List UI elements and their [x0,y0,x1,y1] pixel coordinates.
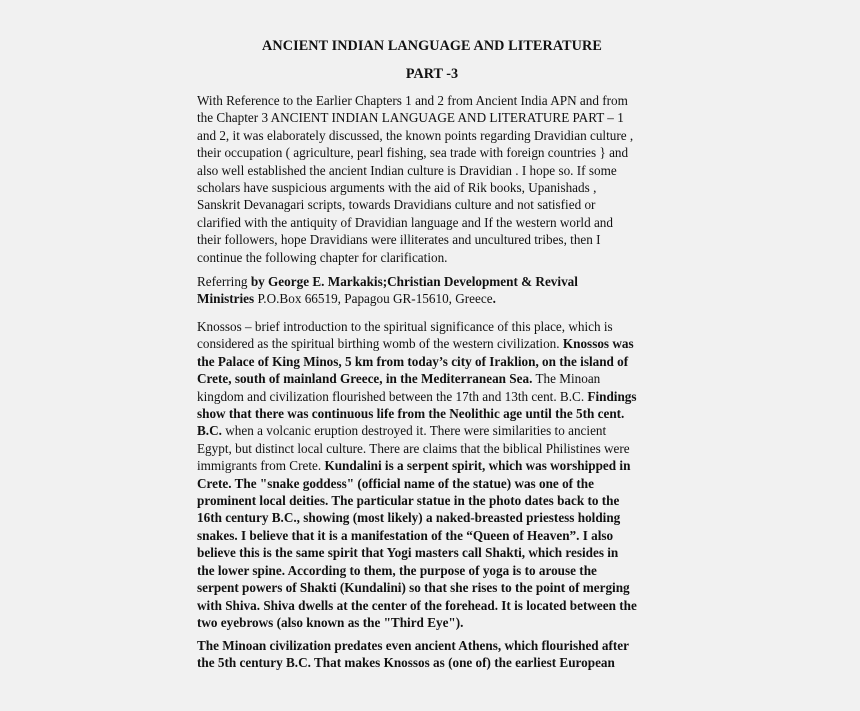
bold-run: snakes. I believe that it is a manifestation of the “Queen of Heaven”. I also [197,527,614,543]
paragraph-line: clarified with the antiquity of Dravidian language and If the western world and [197,214,613,230]
bold-run: believe this is the same spirit that Yogi masters call Shakti, which resides in [197,545,619,561]
paragraph-line: Egypt, but distinct local culture. There are claims that the biblical Philistines were [197,440,630,456]
paragraph-line: scholars have suspicious arguments with the aid of Rik books, Upanishads , [197,180,597,196]
paragraph-line [197,388,667,405]
bold-run: serpent powers of Shakti (Kundalini) so that she rises to the point of merging [197,580,630,596]
bold-run: B.C. [197,423,222,439]
reference-paragraph [197,273,667,308]
reference-period: . [492,291,496,307]
bold-run: 16th century B.C., showing (most likely) a naked-breasted priestess holding [197,510,621,526]
paragraph-line [197,637,667,654]
paragraph-line: With Reference to the Earlier Chapters 1 and 2 from Ancient India APN and from [197,93,628,108]
paragraph-line [197,422,667,439]
paragraph-line: Knossos – brief introduction to the spiritual significance of this place, which is [197,319,613,334]
intro-paragraph [197,92,667,266]
bold-run: Crete. The "snake goddess" (official name of the statue) was one of the [197,475,594,491]
minoan-paragraph [197,637,667,672]
reference-organization: Ministries [197,291,255,307]
paragraph-line [197,562,667,579]
paragraph-line [197,597,667,614]
text-run: kingdom and civilization flourished between the 17th and 13th cent. B.C. [197,388,588,404]
text-run: when a volcanic eruption destroyed it. There were similarities to ancient [221,423,607,439]
bold-run: Crete, south of mainland Greece, in the Mediterranean Sea. [197,371,533,387]
bold-run: The Minoan civilization predates even ancient Athens, which flourished after [197,638,630,653]
bold-run: Knossos was [562,336,634,352]
bold-run: prominent local deities. The particular statue in the photo dates back to the [197,493,620,509]
paragraph-line [197,370,667,387]
bold-run: with Shiva. Shiva dwells at the center of the forehead. It is located between the [197,597,637,613]
text-run: The Minoan [532,371,601,387]
bold-run: the Palace of King Minos, 5 km from today’s city of Iraklion, on the island of [197,353,629,369]
bold-run: the 5th century B.C. That makes Knossos as (one of) the earliest European [197,655,615,671]
paragraph-line [197,544,667,561]
bold-run: Kundalini is a serpent spirit, which was worshipped in [324,458,631,474]
paragraph-line: Sanskrit Devanagari scripts, towards Dravidians culture and not satisfied or [197,197,596,213]
paragraph-line [197,290,667,307]
paragraph-line [197,509,667,526]
paragraph-line [197,475,667,492]
bold-run: show that there was continuous life from the Neolithic age until the 5th cent. [197,406,625,422]
reference-intro-text: Referring [197,274,251,289]
text-run: immigrants from Crete. [197,458,325,474]
text-run: considered as the spiritual birthing womb of the western civilization. [197,336,563,352]
paragraph-line [197,654,667,671]
paragraph-line [197,579,667,596]
paragraph-line [197,527,667,544]
paragraph-line [197,457,667,474]
paragraph-line: also well established the ancient Indian culture is Dravidian . I hope so. If some [197,162,617,178]
paragraph-line: their followers, hope Dravidians were illiterates and uncultured tribes, then I [197,232,601,248]
paragraph-line: their occupation ( agriculture, pearl fishing, sea trade with foreign countries } and [197,145,629,161]
bold-run: the lower spine. According to them, the purpose of yoga is to arouse the [197,562,597,578]
paragraph-line [197,335,667,352]
document-part-heading: PART -3 [405,66,459,82]
paragraph-line [197,492,667,509]
paragraph-line [197,273,667,290]
reference-address: P.O.Box 66519, Papagou GR-15610, Greece [254,291,493,307]
paragraph-line [197,405,667,422]
paragraph-line: the Chapter 3 ANCIENT INDIAN LANGUAGE AND LITERATURE PART – 1 [197,110,624,126]
document-title: ANCIENT INDIAN LANGUAGE AND LITERATURE [262,38,602,54]
bold-run: two eyebrows (also known as the "Third Eye"). [197,614,464,630]
paragraph-line [197,353,667,370]
paragraph-line [197,614,667,631]
bold-run: Findings [587,388,637,404]
reference-author: by George E. Markakis;Christian Development & Revival [250,274,578,289]
knossos-paragraph [197,318,667,631]
paragraph-line: continue the following chapter for clarification. [197,249,448,265]
paragraph-line: and 2, it was elaborately discussed, the known points regarding Dravidian culture , [197,127,634,143]
